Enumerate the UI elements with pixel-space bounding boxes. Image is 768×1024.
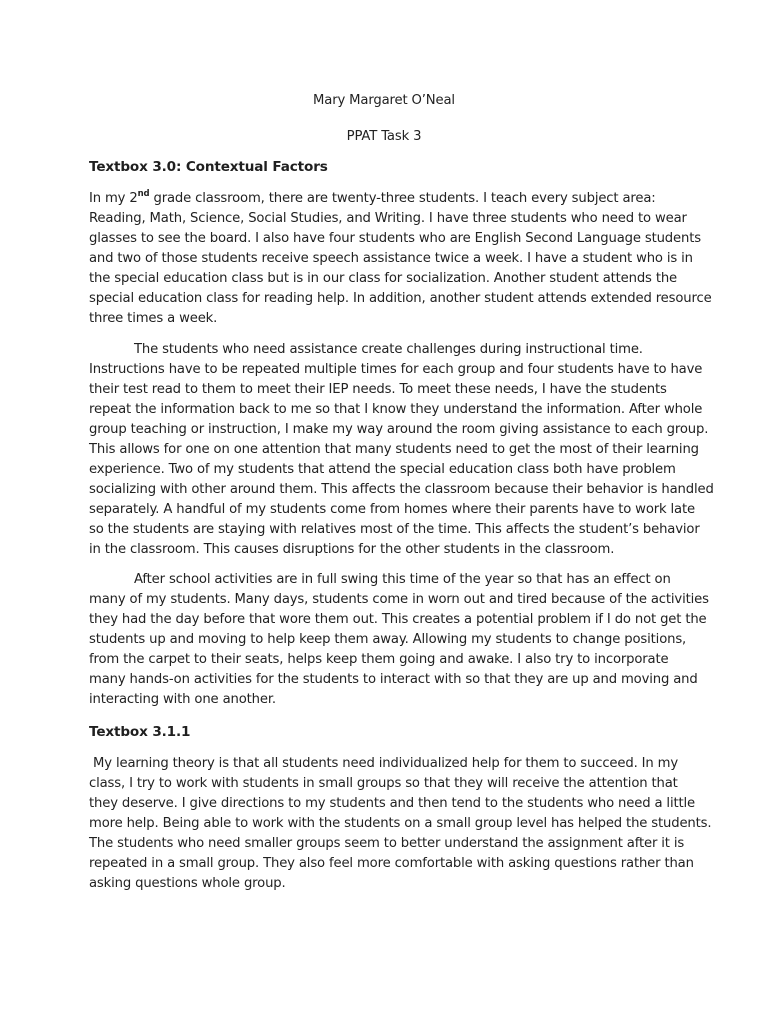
paragraph-line: repeat the information back to me so that I know they understand the information. After whole	[89, 402, 703, 417]
paragraph-line: special education class for reading help. In addition, another student attends extended resource	[89, 291, 712, 306]
paragraph-line: My learning theory is that all students need individualized help for them to succeed. In my	[89, 756, 679, 771]
paragraph-line: separately. A handful of my students come from homes where their parents have to work late	[89, 502, 695, 517]
paragraph-line: asking questions whole group.	[89, 876, 286, 891]
text-fragment: grade classroom, there are twenty-three students. I teach every subject area:	[149, 191, 656, 206]
paragraph-assistance-challenges	[89, 340, 714, 560]
paragraph-line: and two of those students receive speech assistance twice a week. I have a student who is in	[89, 251, 693, 266]
paragraph-line: from the carpet to their seats, helps keep them going and awake. I also try to incorporate	[89, 652, 669, 667]
paragraph-line: the special education class but is in our class for socialization. Another student attends the	[89, 271, 678, 286]
paragraph-line	[89, 189, 689, 209]
paragraph-line: their test read to them to meet their IEP needs. To meet these needs, I have the students	[89, 382, 667, 397]
paragraph-line: three times a week.	[89, 311, 218, 326]
paragraph-line: group teaching or instruction, I make my way around the room giving assistance to each group.	[89, 422, 709, 437]
paragraph-learning-theory	[89, 754, 712, 894]
paragraph-line: After school activities are in full swing this time of the year so that has an effect on	[134, 572, 671, 587]
paragraph-line: experience. Two of my students that attend the special education class both have problem	[89, 462, 676, 477]
paragraph-line: This allows for one on one attention that many students need to get the most of their learning	[89, 442, 699, 457]
paragraph-line: The students who need smaller groups seem to better understand the assignment after it is	[89, 836, 685, 851]
paragraph-line: students up and moving to help keep them away. Allowing my students to change positions,	[89, 632, 687, 647]
paragraph-line: in the classroom. This causes disruptions for the other students in the classroom.	[89, 542, 615, 557]
paragraph-after-school-activities	[89, 570, 709, 710]
paragraph-classroom-overview	[89, 189, 712, 329]
paragraph-line: more help. Being able to work with the students on a small group level has helped the students.	[89, 816, 712, 831]
section-heading-textbox-3-1-1: Textbox 3.1.1	[89, 724, 191, 740]
paragraph-line: many hands-on activities for the students to interact with so that they are up and moving and	[89, 672, 698, 687]
ordinal-superscript: nd	[137, 189, 150, 199]
task-title: PPAT Task 3	[346, 129, 422, 144]
paragraph-line: Instructions have to be repeated multiple times for each group and four students have to have	[89, 362, 703, 377]
paragraph-line: glasses to see the board. I also have four students who are English Second Language students	[89, 231, 701, 246]
paragraph-line: Reading, Math, Science, Social Studies, and Writing. I have three students who need to wear	[89, 211, 687, 226]
paragraph-line: repeated in a small group. They also feel more comfortable with asking questions rather than	[89, 856, 694, 871]
paragraph-line: they had the day before that wore them out. This creates a potential problem if I do not get the	[89, 612, 707, 627]
author-name: Mary Margaret O’Neal	[313, 93, 455, 108]
section-heading-contextual-factors: Textbox 3.0: Contextual Factors	[89, 159, 328, 175]
text-fragment: In my 2	[89, 191, 138, 206]
paragraph-line: interacting with one another.	[89, 692, 276, 707]
paragraph-line: socializing with other around them. This affects the classroom because their behavior is handled	[89, 482, 714, 497]
paragraph-line: they deserve. I give directions to my students and then tend to the students who need a little	[89, 796, 695, 811]
paragraph-line: The students who need assistance create challenges during instructional time.	[134, 342, 643, 357]
paragraph-line: class, I try to work with students in small groups so that they will receive the attention that	[89, 776, 678, 791]
paragraph-line: many of my students. Many days, students come in worn out and tired because of the activities	[89, 592, 709, 607]
paragraph-line: so the students are staying with relatives most of the time. This affects the student’s behavior	[89, 522, 700, 537]
